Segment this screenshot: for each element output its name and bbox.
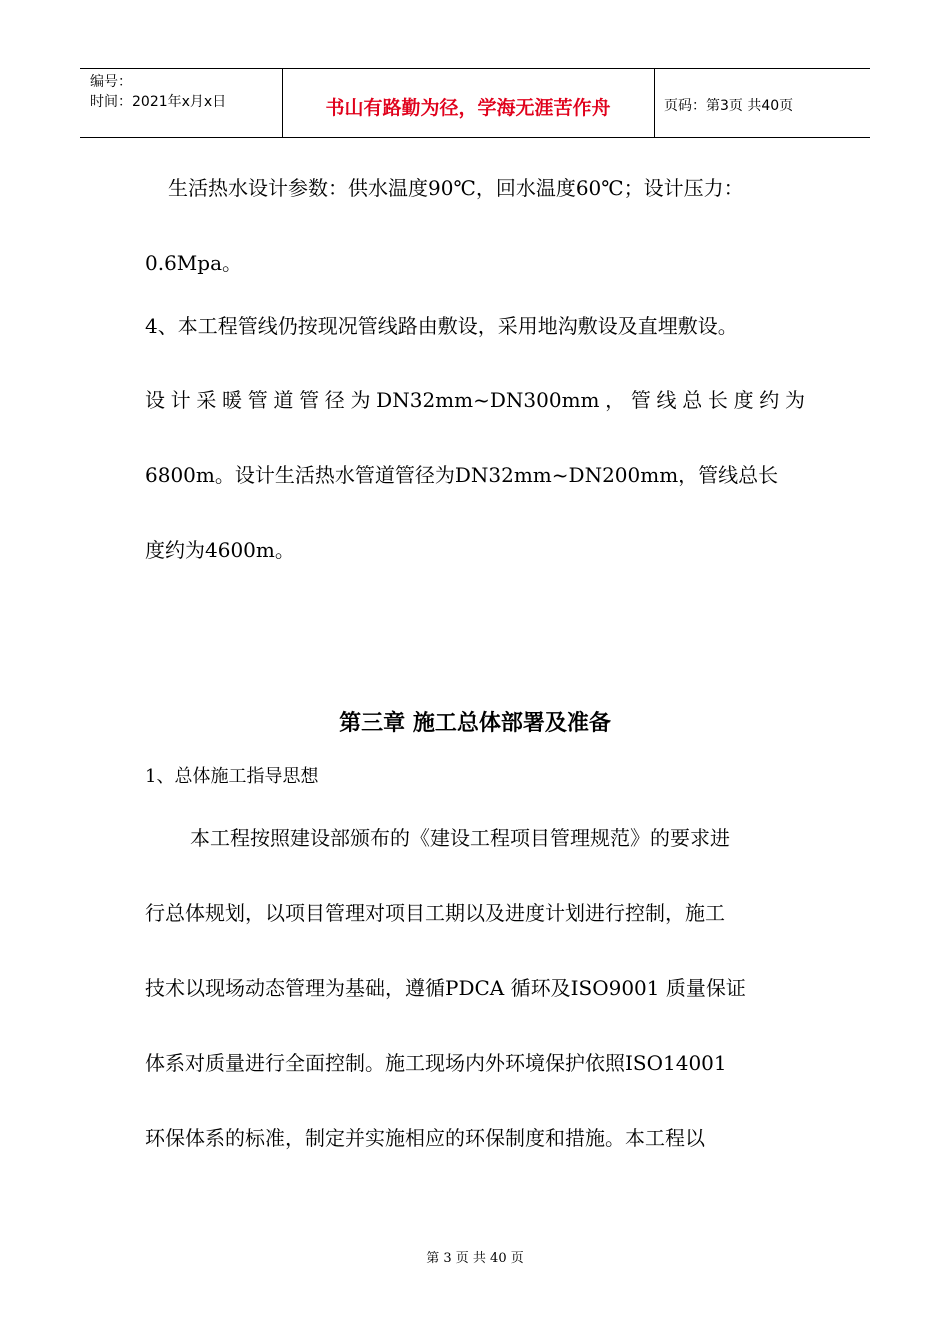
header-page-number: 页码：第3页 共40页	[664, 98, 794, 114]
section-line: 技术以现场动态管理为基础，遵循PDCA 循环及ISO9001 质量保证	[145, 976, 746, 1000]
document-number: 编号：	[90, 74, 132, 90]
chapter-title: 第三章 施工总体部署及准备	[339, 711, 611, 736]
header-motto-cell	[282, 69, 655, 137]
document-date: 时间：2021年x月x日	[90, 94, 227, 110]
body-line: 0.6Mpa。	[145, 251, 243, 275]
section-line: 环保体系的标准，制定并实施相应的环保制度和措施。本工程以	[145, 1126, 705, 1150]
body-line: 度约为4600m。	[145, 538, 295, 562]
section-line: 本工程按照建设部颁布的《建设工程项目管理规范》的要求进	[190, 826, 730, 850]
body-line: 生活热水设计参数：供水温度90℃，回水温度60℃；设计压力：	[168, 176, 744, 200]
motto-text: 书山有路勤为径，学海无涯苦作舟	[325, 97, 611, 119]
section-line: 行总体规划，以项目管理对项目工期以及进度计划进行控制，施工	[145, 901, 725, 925]
body-line: 4、本工程管线仍按现况管线路由敷设，采用地沟敷设及直埋敷设。	[145, 314, 738, 338]
section-line: 体系对质量进行全面控制。施工现场内外环境保护依照ISO14001	[145, 1051, 727, 1075]
header-info-cell	[80, 69, 283, 137]
header-table	[80, 68, 870, 138]
body-line: 设计采暖管道管径为DN32mm~DN300mm，管线总长度约为	[145, 388, 805, 412]
header-page-cell	[654, 69, 870, 137]
body-line: 6800m。设计生活热水管道管径为DN32mm~DN200mm，管线总长	[145, 463, 779, 487]
footer-page-number: 第 3 页 共 40 页	[426, 1251, 524, 1266]
section-title: 1、总体施工指导思想	[145, 766, 319, 787]
